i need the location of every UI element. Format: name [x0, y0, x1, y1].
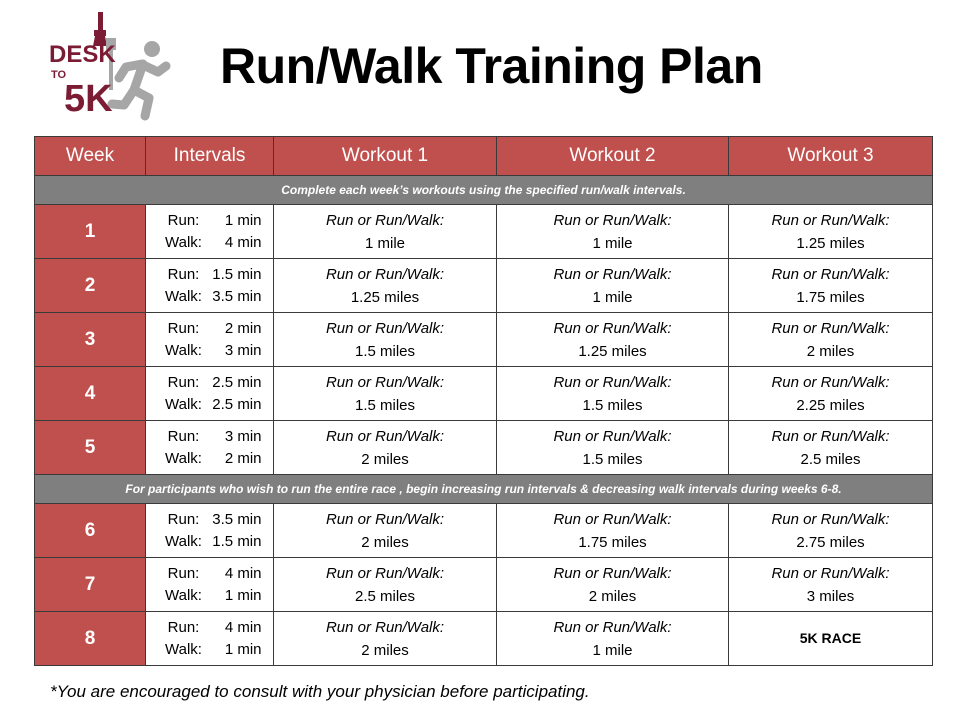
- header-intervals: Intervals: [146, 137, 274, 176]
- run-interval: [146, 318, 273, 340]
- workout-3-cell: [729, 558, 933, 612]
- run-label: Run:: [167, 564, 200, 582]
- run-label: Run:: [167, 265, 200, 283]
- workout-distance: 2 miles: [361, 641, 409, 659]
- instructions-note-row: [35, 176, 933, 205]
- workout-distance: 2.5 miles: [800, 450, 861, 468]
- logo-text-5k: 5K: [64, 78, 113, 120]
- workout-label: Run or Run/Walk:: [771, 319, 890, 337]
- run-interval: [146, 563, 273, 585]
- table-row: [35, 504, 933, 558]
- run-interval: [146, 426, 273, 448]
- run-interval: [146, 509, 273, 531]
- walk-value: 1 min: [224, 586, 262, 604]
- intervals-cell: [146, 259, 274, 313]
- workout-3-cell: [729, 313, 933, 367]
- intervals-cell: [146, 558, 274, 612]
- walk-label: Walk:: [165, 287, 202, 305]
- footnote: *You are encouraged to consult with your physician before participating.: [50, 682, 590, 701]
- run-value: 2 min: [224, 319, 262, 337]
- workout-2-cell: [497, 367, 729, 421]
- intervals-cell: [146, 205, 274, 259]
- walk-value: 3.5 min: [212, 287, 262, 305]
- run-interval: [146, 210, 273, 232]
- logo-text-desk: DESK: [49, 41, 116, 68]
- run-value: 4 min: [224, 618, 262, 636]
- desk-to-5k-logo: [46, 12, 191, 122]
- intervals-cell: [146, 367, 274, 421]
- walk-value: 1 min: [224, 640, 262, 658]
- table-row: [35, 259, 933, 313]
- instructions-note: Complete each week’s workouts using the specified run/walk intervals.: [35, 176, 933, 205]
- workout-label: Run or Run/Walk:: [553, 265, 672, 283]
- workout-label: Run or Run/Walk:: [553, 427, 672, 445]
- week-number: 4: [35, 367, 146, 421]
- run-label: Run:: [167, 373, 200, 391]
- walk-label: Walk:: [165, 395, 202, 413]
- table-row: [35, 421, 933, 475]
- workout-3-cell: [729, 367, 933, 421]
- week-number: 8: [35, 612, 146, 666]
- workout-2-cell: [497, 205, 729, 259]
- workout-distance: 2 miles: [806, 342, 855, 360]
- walk-interval: [146, 394, 273, 416]
- workout-label: Run or Run/Walk:: [771, 510, 890, 528]
- workout-2-cell: [497, 612, 729, 666]
- walk-value: 3 min: [224, 341, 262, 359]
- workout-distance: 1.25 miles: [578, 342, 647, 360]
- workout-distance: 2 miles: [588, 587, 637, 605]
- workout-distance: 1.25 miles: [350, 288, 420, 306]
- workout-label: Run or Run/Walk:: [771, 373, 890, 391]
- runner-icon: [112, 41, 166, 116]
- run-label: Run:: [167, 319, 200, 337]
- walk-value: 2.5 min: [212, 395, 262, 413]
- workout-distance: 1.5 miles: [354, 342, 416, 360]
- walk-value: 1.5 min: [212, 532, 262, 550]
- workout-label: Run or Run/Walk:: [325, 510, 445, 528]
- intervals-cell: [146, 612, 274, 666]
- header-workout-3: Workout 3: [729, 137, 933, 176]
- intervals-cell: [146, 313, 274, 367]
- workout-3-cell: [729, 612, 933, 666]
- workout-1-cell: [274, 259, 497, 313]
- workout-1-cell: [274, 421, 497, 475]
- workout-distance: 2.5 miles: [354, 587, 416, 605]
- walk-value: 2 min: [224, 449, 262, 467]
- workout-label: Run or Run/Walk:: [771, 427, 890, 445]
- workout-3-cell: [729, 205, 933, 259]
- week-number: 6: [35, 504, 146, 558]
- run-label: Run:: [167, 211, 200, 229]
- workout-3-cell: [729, 421, 933, 475]
- workout-label: Run or Run/Walk:: [771, 564, 890, 582]
- walk-label: Walk:: [165, 341, 202, 359]
- walk-interval: [146, 531, 273, 553]
- walk-label: Walk:: [165, 532, 202, 550]
- workout-2-cell: [497, 504, 729, 558]
- table-row: [35, 313, 933, 367]
- workout-2-cell: [497, 259, 729, 313]
- workout-label: Run or Run/Walk:: [771, 211, 890, 229]
- workout-label: Run or Run/Walk:: [325, 319, 445, 337]
- workout-label: Run or Run/Walk:: [553, 211, 672, 229]
- walk-interval: [146, 286, 273, 308]
- workout-distance: 1.5 miles: [582, 396, 643, 414]
- workout-distance: 1 mile: [364, 234, 405, 252]
- workout-distance: 1 mile: [592, 641, 633, 659]
- workout-label: Run or Run/Walk:: [325, 373, 445, 391]
- workout-label: Run or Run/Walk:: [771, 265, 890, 283]
- walk-label: Walk:: [165, 449, 202, 467]
- week-number: 1: [35, 205, 146, 259]
- workout-2-cell: [497, 313, 729, 367]
- workout-1-cell: [274, 612, 497, 666]
- workout-distance: 1 mile: [592, 234, 633, 252]
- table-row: [35, 612, 933, 666]
- walk-interval: [146, 232, 273, 254]
- workout-3-cell: [729, 504, 933, 558]
- intervals-cell: [146, 504, 274, 558]
- header-workout-1: Workout 1: [274, 137, 497, 176]
- run-value: 1.5 min: [212, 265, 262, 283]
- run-interval: [146, 264, 273, 286]
- logo-text-to: TO: [51, 69, 67, 81]
- week-number: 5: [35, 421, 146, 475]
- workout-distance: 2.25 miles: [796, 396, 865, 414]
- run-value: 3.5 min: [212, 510, 262, 528]
- workout-3-cell: [729, 259, 933, 313]
- week-number: 3: [35, 313, 146, 367]
- workout-distance: 1.5 miles: [354, 396, 416, 414]
- workout-label: Run or Run/Walk:: [553, 510, 672, 528]
- race-label: 5K RACE: [799, 630, 862, 646]
- workout-distance: 1.5 miles: [582, 450, 643, 468]
- workout-label: Run or Run/Walk:: [325, 618, 445, 636]
- workout-label: Run or Run/Walk:: [553, 319, 672, 337]
- run-label: Run:: [167, 427, 200, 445]
- workout-2-cell: [497, 421, 729, 475]
- header-week: Week: [35, 137, 146, 176]
- week-number: 2: [35, 259, 146, 313]
- run-value: 4 min: [224, 564, 262, 582]
- workout-distance: 1 mile: [592, 288, 633, 306]
- run-value: 1 min: [224, 211, 262, 229]
- run-label: Run:: [167, 618, 200, 636]
- workout-distance: 1.75 miles: [796, 288, 865, 306]
- walk-interval: [146, 639, 273, 661]
- workout-1-cell: [274, 367, 497, 421]
- workout-distance: 2 miles: [361, 450, 409, 468]
- intervals-cell: [146, 421, 274, 475]
- workout-2-cell: [497, 558, 729, 612]
- table-row: [35, 367, 933, 421]
- workout-label: Run or Run/Walk:: [553, 618, 672, 636]
- workout-1-cell: [274, 313, 497, 367]
- workout-distance: 1.25 miles: [796, 234, 865, 252]
- table-row: [35, 205, 933, 259]
- workout-label: Run or Run/Walk:: [325, 564, 445, 582]
- week-number: 7: [35, 558, 146, 612]
- table-header-row: [35, 137, 933, 176]
- table-row: [35, 558, 933, 612]
- workout-label: Run or Run/Walk:: [325, 211, 445, 229]
- walk-label: Walk:: [165, 640, 202, 658]
- header-workout-2: Workout 2: [497, 137, 729, 176]
- walk-interval: [146, 448, 273, 470]
- workout-label: Run or Run/Walk:: [553, 564, 672, 582]
- workout-distance: 1.75 miles: [578, 533, 647, 551]
- workout-distance: 2 miles: [361, 533, 409, 551]
- walk-label: Walk:: [165, 586, 202, 604]
- run-value: 2.5 min: [212, 373, 262, 391]
- advanced-note-row: [35, 475, 933, 504]
- workout-1-cell: [274, 504, 497, 558]
- workout-1-cell: [274, 205, 497, 259]
- run-value: 3 min: [224, 427, 262, 445]
- run-interval: [146, 372, 273, 394]
- training-plan-table: [34, 136, 933, 666]
- workout-label: Run or Run/Walk:: [325, 265, 445, 283]
- workout-label: Run or Run/Walk:: [325, 427, 445, 445]
- run-label: Run:: [167, 510, 200, 528]
- workout-distance: 3 miles: [806, 587, 855, 605]
- walk-interval: [146, 340, 273, 362]
- workout-1-cell: [274, 558, 497, 612]
- workout-label: Run or Run/Walk:: [553, 373, 672, 391]
- walk-value: 4 min: [224, 233, 262, 251]
- page-title: Run/Walk Training Plan: [220, 38, 763, 94]
- workout-distance: 2.75 miles: [796, 533, 865, 551]
- walk-interval: [146, 585, 273, 607]
- run-interval: [146, 617, 273, 639]
- walk-label: Walk:: [165, 233, 202, 251]
- advanced-note: For participants who wish to run the entire race , begin increasing run intervals & decreasing walk intervals during weeks 6-8.: [35, 475, 933, 504]
